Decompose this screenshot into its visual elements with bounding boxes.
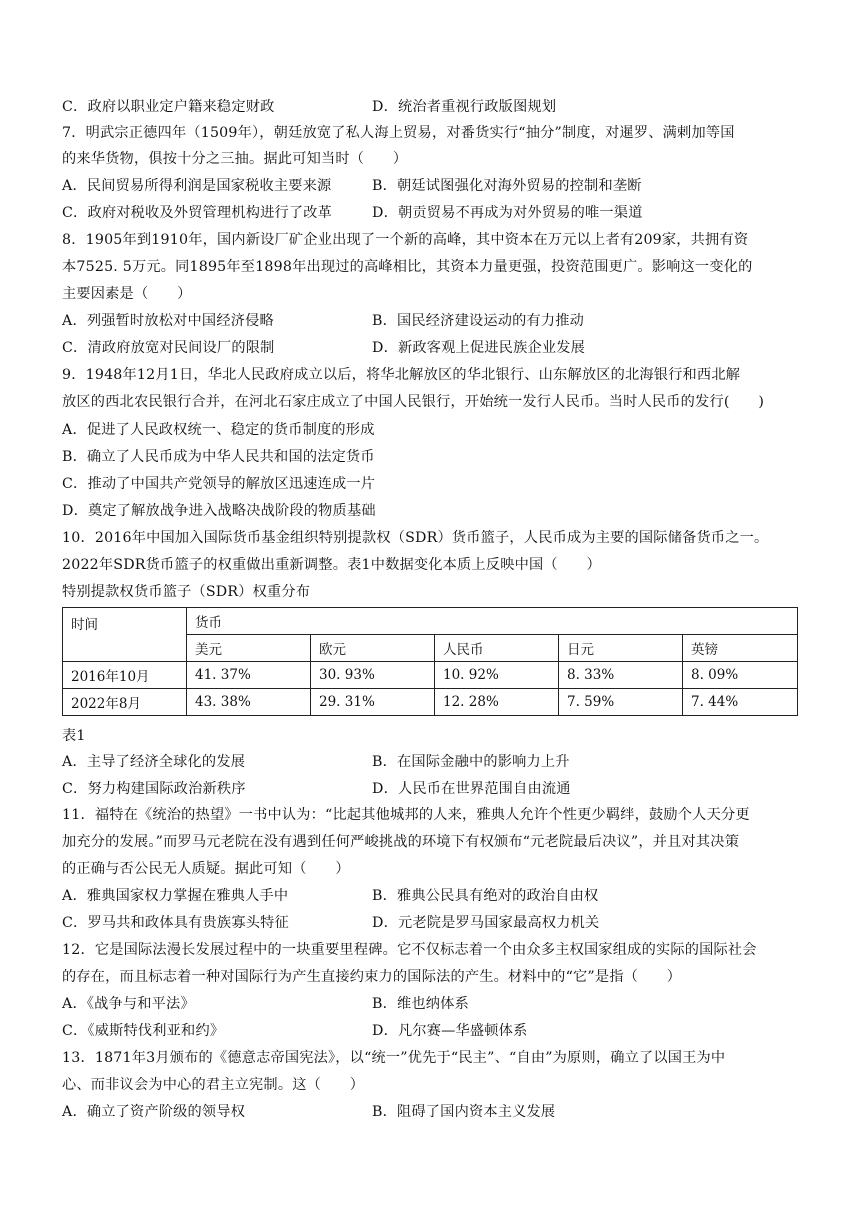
question-7-option-b: B．朝廷试图强化对海外贸易的控制和垄断 — [372, 178, 642, 194]
question-12-stem: 12．它是国际法漫长发展过程中的一块重要里程碑。它不仅标志着一个由众多主权国家组成的实际的国际社会 — [62, 942, 757, 958]
cell-eur: 30. 93% — [311, 662, 435, 689]
question-10-stem: 2022年SDR货币篮子的权重做出重新调整。表1中数据变化本质上反映中国（ ） — [62, 557, 601, 573]
table-row — [63, 689, 798, 716]
question-11-stem: 11．福特在《统治的热望》一书中认为：“比起其他城邦的人来，雅典人允许个性更少羁绊，鼓励个人天分更 — [62, 807, 750, 823]
currency-gbp: 英镑 — [683, 635, 798, 662]
table-label: 表1 — [62, 728, 86, 744]
question-8-option-d: D．新政客观上促进民族企业发展 — [372, 340, 586, 356]
question-7-stem: 7．明武宗正德四年（1509年），朝廷放宽了私人海上贸易，对番货实行“抽分”制度，对暹罗、满剌加等国 — [62, 125, 735, 141]
question-7-option-d: D．朝贡贸易不再成为对外贸易的唯一渠道 — [372, 205, 643, 221]
question-13-stem: 13．1871年3月颁布的《德意志帝国宪法》，以“统一”优先于“民主”、“自由”为原则，确立了以国王为中 — [62, 1050, 726, 1066]
cell-gbp: 7. 44% — [683, 689, 798, 716]
question-10-stem: 10．2016年中国加入国际货币基金组织特别提款权（SDR）货币篮子，人民币成为主要的国际储备货币之一。 — [62, 530, 769, 546]
question-13-stem: 心、而非议会为中心的君主立宪制。这（ ） — [62, 1077, 365, 1093]
header-time: 时间 — [63, 608, 187, 662]
question-8-stem: 本7525. 5万元。同1895年至1898年出现过的高峰相比，其资本力量更强，投资范围更广。影响这一变化的 — [62, 259, 753, 275]
sdr-weight-table — [62, 607, 798, 716]
question-10-option-d: D．人民币在世界范围自由流通 — [372, 781, 571, 797]
question-8-option-a: A．列强暂时放松对中国经济侵略 — [62, 313, 274, 329]
question-7-option-a: A．民间贸易所得利润是国家税收主要来源 — [62, 178, 332, 194]
question-13-option-a: A．确立了资产阶级的领导权 — [62, 1104, 246, 1120]
row-time: 2022年8月 — [63, 689, 187, 716]
question-9-option-a: A．促进了人民政权统一、稳定的货币制度的形成 — [62, 422, 375, 438]
table-caption: 特别提款权货币篮子（SDR）权重分布 — [62, 584, 311, 600]
question-9-option-b: B．确立了人民币成为中华人民共和国的法定货币 — [62, 449, 375, 465]
question-12-option-a: A．《战争与和平法》 — [62, 996, 195, 1012]
row-time: 2016年10月 — [63, 662, 187, 689]
header-currency: 货币 — [187, 608, 798, 635]
question-12-stem: 的存在，而且标志着一种对国际行为产生直接约束力的国际法的产生。材料中的“它”是指（ ） — [62, 969, 682, 985]
question-11-option-c: C．罗马共和政体具有贵族寡头特征 — [62, 915, 289, 931]
cell-jpy: 8. 33% — [559, 662, 683, 689]
question-11-option-b: B．雅典公民具有绝对的政治自由权 — [372, 888, 599, 904]
question-11-stem: 的正确与否公民无人质疑。据此可知（ ） — [62, 861, 350, 877]
question-13-option-b: B．阻碍了国内资本主义发展 — [372, 1104, 556, 1120]
currency-eur: 欧元 — [311, 635, 435, 662]
question-8-stem: 8．1905年到1910年，国内新设厂矿企业出现了一个新的高峰，其中资本在万元以上者有209家，共拥有资 — [62, 232, 749, 248]
question-7-stem: 的来华货物，俱按十分之三抽。据此可知当时（ ） — [62, 151, 408, 167]
cell-gbp: 8. 09% — [683, 662, 798, 689]
question-11-option-a: A．雅典国家权力掌握在雅典人手中 — [62, 888, 289, 904]
question-11-option-d: D．元老院是罗马国家最高权力机关 — [372, 915, 600, 931]
question-8-option-b: B．国民经济建设运动的有力推动 — [372, 313, 585, 329]
currency-jpy: 日元 — [559, 635, 683, 662]
currency-cny: 人民币 — [435, 635, 559, 662]
question-9-stem: 9．1948年12月1日，华北人民政府成立以后，将华北解放区的华北银行、山东解放区的北海银行和西北解 — [62, 367, 741, 383]
currency-usd: 美元 — [187, 635, 311, 662]
question-7-option-c: C．政府对税收及外贸管理机构进行了改革 — [62, 205, 333, 221]
question-10-option-c: C．努力构建国际政治新秩序 — [62, 781, 246, 797]
cell-usd: 41. 37% — [187, 662, 311, 689]
question-9-option-d: D．奠定了解放战争进入战略决战阶段的物质基础 — [62, 503, 376, 519]
question-12-option-d: D．凡尔赛—华盛顿体系 — [372, 1023, 528, 1039]
cell-cny: 10. 92% — [435, 662, 559, 689]
table-row — [63, 662, 798, 689]
question-11-stem: 加充分的发展。”而罗马元老院在没有遇到任何严峻挑战的环境下有权颁布“元老院最后决议”，并且对其决策 — [62, 834, 740, 850]
question-9-stem: 放区的西北农民银行合并，在河北石家庄成立了中国人民银行，开始统一发行人民币。当时人民币的发行( ) — [62, 394, 765, 410]
option-d: D．统治者重视行政版图规划 — [372, 99, 557, 115]
question-8-stem: 主要因素是（ ） — [62, 286, 192, 302]
question-12-option-b: B．维也纳体系 — [372, 996, 469, 1012]
question-9-option-c: C．推动了中国共产党领导的解放区迅速连成一片 — [62, 476, 376, 492]
cell-cny: 12. 28% — [435, 689, 559, 716]
cell-usd: 43. 38% — [187, 689, 311, 716]
table-header-row — [63, 608, 798, 635]
cell-eur: 29. 31% — [311, 689, 435, 716]
question-12-option-c: C．《威斯特伐利亚和约》 — [62, 1023, 225, 1039]
question-10-option-b: B．在国际金融中的影响力上升 — [372, 754, 570, 770]
question-8-option-c: C．清政府放宽对民间设厂的限制 — [62, 340, 275, 356]
question-10-option-a: A．主导了经济全球化的发展 — [62, 754, 246, 770]
cell-jpy: 7. 59% — [559, 689, 683, 716]
option-c: C．政府以职业定户籍来稳定财政 — [62, 99, 275, 115]
